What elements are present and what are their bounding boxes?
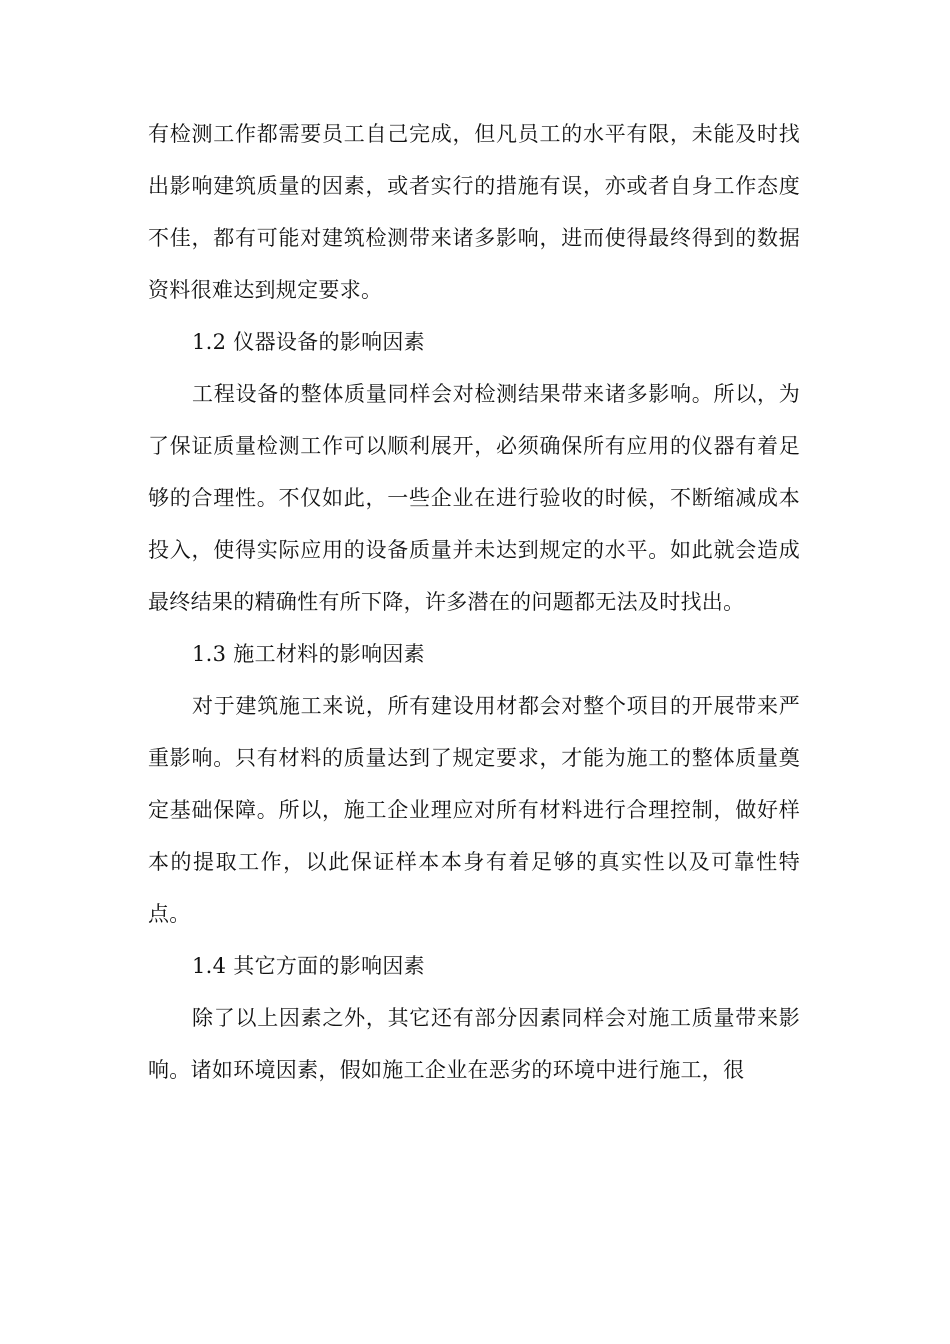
paragraph-continuation: 有检测工作都需要员工自己完成，但凡员工的水平有限，未能及时找出影响建筑质量的因素，或者实行的措施有误，亦或者自身工作态度不佳，都有可能对建筑检测带来诸多影响，进而使得最终得到的数据资料很难达到规定要求。 [148,122,800,302]
document-page [148,108,800,1096]
section-heading-1-3: 1.3 施工材料的影响因素 [192,642,425,666]
paragraph-equipment: 工程设备的整体质量同样会对检测结果带来诸多影响。所以，为了保证质量检测工作可以顺利展开，必须确保所有应用的仪器有着足够的合理性。不仅如此，一些企业在进行验收的时候，不断缩减成本投入，使得实际应用的设备质量并未达到规定的水平。如此就会造成最终结果的精确性有所下降，许多潜在的问题都无法及时找出。 [148,382,800,614]
section-heading-1-4: 1.4 其它方面的影响因素 [192,954,425,978]
section-heading-1-2: 1.2 仪器设备的影响因素 [192,330,425,354]
paragraph-other-factors: 除了以上因素之外，其它还有部分因素同样会对施工质量带来影响。诸如环境因素，假如施工企业在恶劣的环境中进行施工，很 [148,1006,800,1082]
paragraph-materials: 对于建筑施工来说，所有建设用材都会对整个项目的开展带来严重影响。只有材料的质量达到了规定要求，才能为施工的整体质量奠定基础保障。所以，施工企业理应对所有材料进行合理控制，做好样本的提取工作，以此保证样本本身有着足够的真实性以及可靠性特点。 [148,694,800,926]
